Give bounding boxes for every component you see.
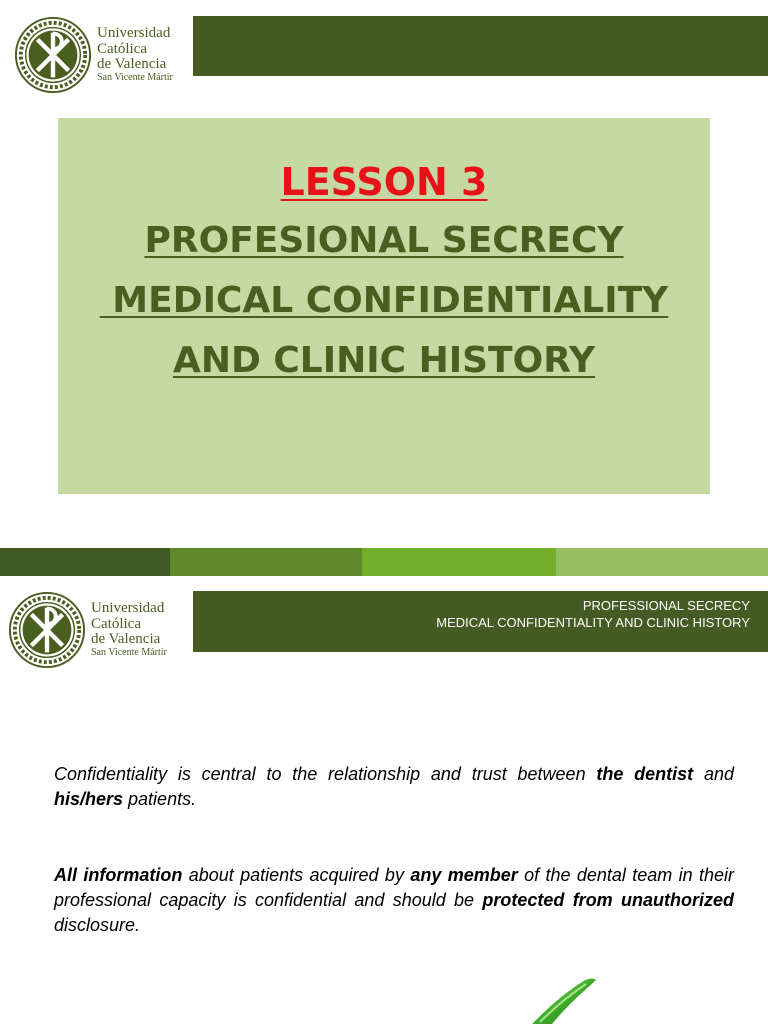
footer-stripe-3 [362, 548, 556, 576]
title-line-3: AND CLINIC HISTORY [172, 340, 596, 381]
footer-stripe-4 [556, 548, 768, 576]
logo-line-2: Católica [97, 40, 147, 57]
logo-line-3: de Valencia [97, 56, 167, 73]
header-bar [193, 591, 768, 652]
text-run: disclosure. [54, 915, 141, 935]
paragraph-confidentiality [54, 762, 734, 812]
logo-line-4: San Vicente Mártir [97, 72, 173, 84]
bold-run: the dentist [596, 764, 694, 784]
text-run: and [693, 764, 734, 784]
text-run: Confidentiality is central to the relationship and trust between [54, 764, 597, 784]
title-line-1: PROFESIONAL SECRECY [144, 220, 624, 261]
bold-run: protected from unauthorized [482, 890, 734, 910]
content-slide [0, 576, 768, 1024]
paragraph-information [54, 863, 734, 938]
green-check-icon [530, 976, 600, 1024]
bold-run: All information [54, 865, 183, 885]
university-name [91, 601, 167, 658]
logo-line-1: Universidad [97, 25, 171, 42]
bold-run: his/hers [54, 789, 124, 809]
university-logo [8, 591, 167, 669]
university-logo [14, 16, 173, 94]
text-run: patients. [123, 789, 197, 809]
logo-line-1: Universidad [91, 600, 165, 617]
header-bar [193, 16, 768, 76]
header-title-line-2: MEDICAL CONFIDENTIALITY AND CLINIC HISTORY [436, 615, 750, 630]
lesson-number: LESSON 3 [280, 160, 488, 204]
university-name [97, 26, 173, 83]
logo-line-2: Católica [91, 615, 141, 632]
bold-run: any member [410, 865, 518, 885]
chi-rho-emblem-icon [8, 591, 86, 669]
footer-stripe-2 [170, 548, 362, 576]
title-box [58, 118, 710, 494]
text-run: about patients acquired by [182, 865, 411, 885]
title-line-2: MEDICAL CONFIDENTIALITY [99, 280, 669, 321]
logo-line-4: San Vicente Mártir [91, 647, 167, 659]
logo-line-3: de Valencia [91, 631, 161, 648]
chi-rho-emblem-icon [14, 16, 92, 94]
header-title-line-1: PROFESSIONAL SECRECY [582, 598, 750, 613]
footer-stripe-1 [0, 548, 170, 576]
text-run: of the dental team in their professional capacity is confidential and should be [54, 865, 735, 910]
